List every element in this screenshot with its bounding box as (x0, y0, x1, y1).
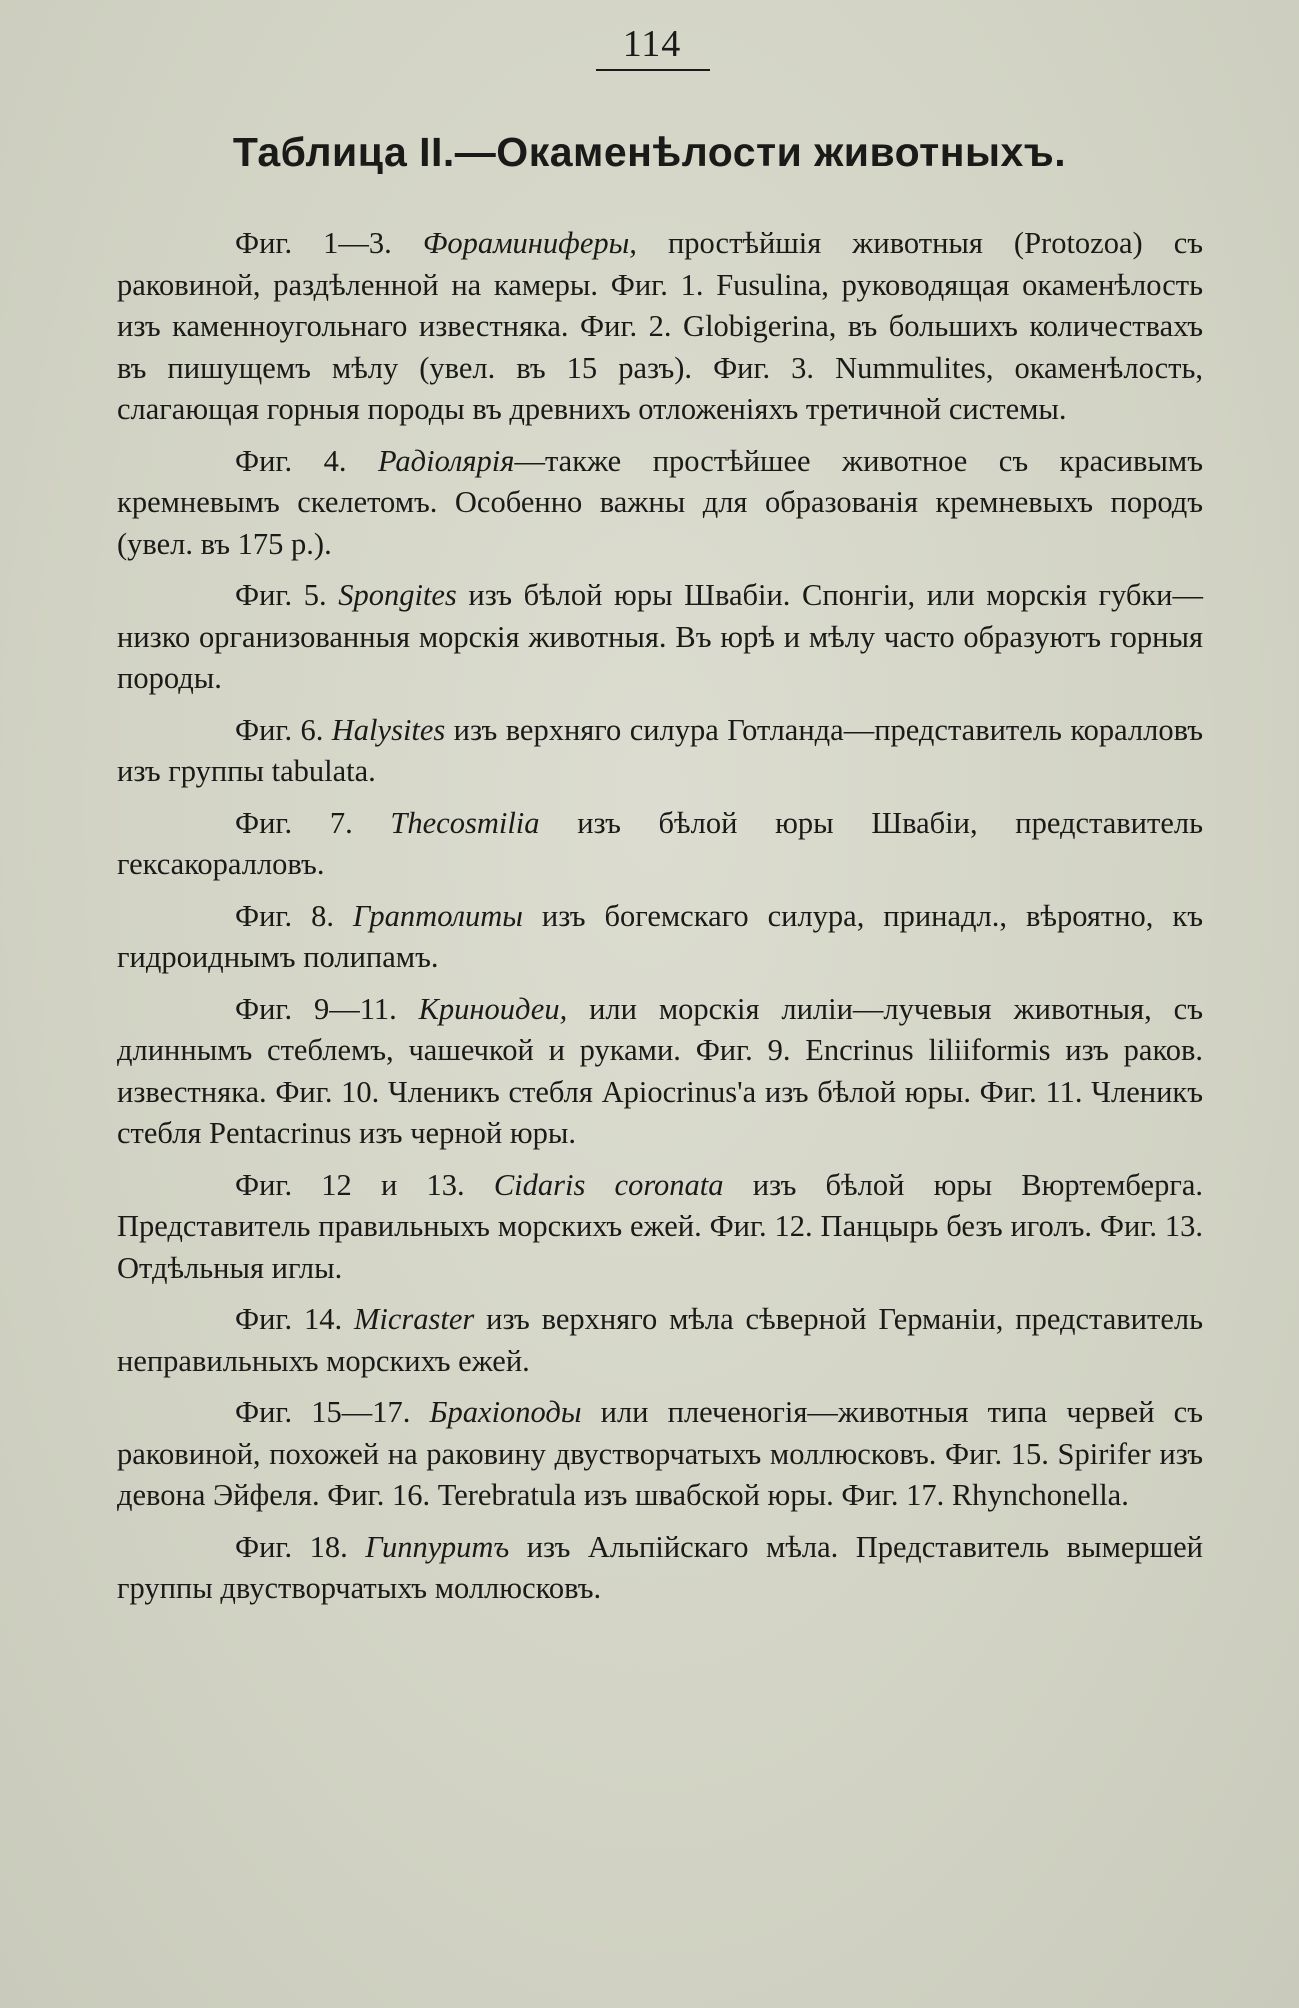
paragraph-name: Граптолиты (352, 898, 523, 933)
paragraph-lead: Фиг. 1—3. (235, 226, 392, 260)
paragraph-fig-7 (117, 803, 1203, 886)
paragraph-lead: Фиг. 15—17. (235, 1395, 411, 1429)
paragraph-name: Spongites (338, 578, 457, 612)
paragraph-name: Фораминиферы, (422, 226, 637, 260)
paragraph-fig-9-11 (117, 989, 1203, 1155)
paragraph-lead: Фиг. 12 и 13. (235, 1167, 465, 1202)
paragraph-text: изъ бѣлой юры Швабіи. Спонгіи, или морскія губки—низко организованныя морскія животныя. Въ юрѣ и мѣлу часто образуютъ горныя породы. (117, 578, 1203, 695)
paragraph-lead: Фиг. 4. (235, 443, 347, 478)
paragraph-lead: Фиг. 14. (235, 1302, 343, 1336)
page-number: 114 (622, 23, 682, 65)
paragraph-fig-4 (117, 441, 1203, 566)
paragraph-name: Гиппуритъ (365, 1529, 510, 1564)
paragraph-name: Thecosmilia (390, 805, 540, 840)
paragraph-name: Micraster (353, 1302, 475, 1336)
paragraph-name: Cidaris coronata (493, 1167, 724, 1202)
paragraph-lead: Фиг. 6. (235, 712, 324, 747)
paragraph-lead: Фиг. 5. (235, 578, 327, 612)
paragraph-fig-15-17 (117, 1392, 1203, 1517)
paragraph-name: Halysites (331, 712, 446, 747)
paragraph-name: Радіолярія (377, 443, 515, 478)
body-text (117, 223, 1203, 1620)
paragraph-text: простѣйшія животныя (Protozoa) съ раковиной, раздѣленной на камеры. Фиг. 1. Fusulina, руководящая окаменѣлость изъ каменноугольнаго известняка. Фиг. 2. Globigerina, въ большихъ количествахъ въ пишущемъ мѣлу (увел. въ 15 разъ). Фиг. 3. Nummulites, окаменѣлость, слагающая горныя породы въ древнихъ отложеніяхъ третичной системы. (117, 226, 1204, 426)
paragraph-fig-5 (117, 575, 1203, 700)
paragraph-fig-14 (117, 1299, 1203, 1382)
paragraph-text: изъ верхняго силура Готланда—представитель коралловъ изъ группы tabulata. (117, 712, 1203, 788)
paragraph-text: изъ бѣлой юры Швабіи, представитель гексакоралловъ. (117, 805, 1204, 881)
paragraph-lead: Фиг. 7. (235, 805, 353, 840)
paragraph-text: или морскія лиліи—лучевыя животныя, съ длиннымъ стеблемъ, чашечкой и руками. Фиг. 9. Encrinus liliiformis изъ раков. известняка. Фиг. 10. Членикъ стебля Apiocrinus'a изъ бѣлой юры. Фиг. 11. Членикъ стебля Pentacrinus изъ черной юры. (117, 991, 1203, 1150)
paragraph-fig-8 (117, 896, 1203, 979)
paragraph-fig-1-3 (117, 223, 1203, 431)
paragraph-lead: Фиг. 9—11. (235, 991, 397, 1026)
paragraph-text: изъ бѣлой юры Вюртемберга. Представитель правильныхъ морскихъ ежей. Фиг. 12. Панцырь безъ иголъ. Фиг. 13. Отдѣльныя иглы. (117, 1167, 1204, 1285)
page-number-rule (596, 69, 710, 71)
paragraph-text: изъ богемскаго силура, принадл., вѣроятно, къ гидроиднымъ полипамъ. (117, 898, 1203, 974)
paragraph-text: или плеченогія—животныя типа червей съ раковиной, похожей на раковину двустворчатыхъ моллюсковъ. Фиг. 15. Spirifer изъ девона Эйфеля. Фиг. 16. Terebratula изъ швабской юры. Фиг. 17. Rhynchonella. (117, 1395, 1203, 1512)
paragraph-text: —также простѣйшее животное съ красивымъ кремневымъ скелетомъ. Особенно важны для образованія кремневыхъ породъ (увел. въ 175 р.). (117, 443, 1203, 561)
paragraph-fig-18 (117, 1527, 1203, 1610)
paragraph-name: Криноидеи, (418, 991, 568, 1026)
paragraph-text: изъ верхняго мѣла сѣверной Германіи, представитель неправильныхъ морскихъ ежей. (117, 1302, 1203, 1378)
paragraph-fig-6 (117, 710, 1203, 793)
paragraph-fig-12-13 (117, 1165, 1203, 1290)
paragraph-lead: Фиг. 8. (235, 898, 334, 933)
page-title: Таблица II.—Окаменѣлости животныхъ. (232, 129, 1067, 175)
paragraph-name: Брахіоподы (429, 1395, 582, 1429)
paragraph-text: изъ Альпійскаго мѣла. Представитель вымершей группы двустворчатыхъ моллюсковъ. (117, 1529, 1204, 1605)
paragraph-lead: Фиг. 18. (235, 1529, 348, 1564)
